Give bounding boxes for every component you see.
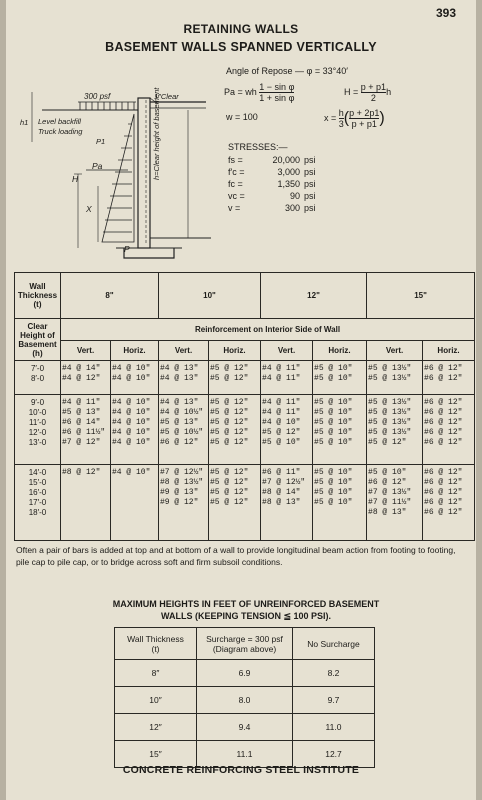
bar-spec: #7 @ 11½″ xyxy=(368,498,412,507)
H-lhs: H = xyxy=(344,86,359,97)
x-den: 3 xyxy=(338,119,344,129)
reinforcement-table xyxy=(14,272,475,541)
bar-spec: #5 @ 10″ xyxy=(314,418,353,427)
mh-cell: 8″ xyxy=(115,660,197,687)
mh-cell: 10″ xyxy=(115,687,197,714)
bar-cell xyxy=(423,465,475,541)
stress-row xyxy=(228,203,316,215)
H-fraction xyxy=(361,82,386,103)
stress-v: 3,000 xyxy=(277,167,300,177)
mh-row xyxy=(115,687,375,714)
height-value: 11′-0 xyxy=(29,418,46,427)
bar-spec: #4 @ 11″ xyxy=(262,374,301,383)
bar-spec: #6 @ 12″ xyxy=(424,418,463,427)
bar-spec: #5 @ 13½″ xyxy=(368,364,412,373)
bar-spec: #4 @ 13″ xyxy=(160,374,199,383)
stress-k: fc = xyxy=(228,179,243,189)
mh-cell: 12.7 xyxy=(293,741,375,768)
height-value: 13′-0 xyxy=(28,438,47,447)
bar-spec: #5 @ 10½″ xyxy=(160,428,204,437)
page-footer: CONCRETE REINFORCING STEEL INSTITUTE xyxy=(122,764,360,776)
bar-spec: #5 @ 13½″ xyxy=(368,408,412,417)
bar-spec: #8 @ 14″ xyxy=(262,488,301,497)
height-value: 16′-0 xyxy=(28,488,47,497)
bar-spec: #5 @ 12″ xyxy=(210,498,249,507)
bar-cell xyxy=(61,361,111,395)
stress-u: psi xyxy=(304,179,316,189)
bar-spec: #4 @ 10″ xyxy=(112,438,151,447)
bar-spec: #4 @ 10″ xyxy=(112,398,151,407)
bar-spec: #4 @ 13″ xyxy=(160,364,199,373)
bar-spec: #5 @ 12″ xyxy=(210,408,249,417)
bar-spec: #4 @ 11″ xyxy=(262,398,301,407)
table-row xyxy=(15,395,475,465)
bar-spec: #8 @ 13″ xyxy=(368,508,407,517)
bar-spec: #6 @ 12″ xyxy=(424,408,463,417)
stress-v: 300 xyxy=(284,203,300,213)
bar-spec: #4 @ 14″ xyxy=(62,364,101,373)
bar-spec: #6 @ 11½″ xyxy=(62,428,106,437)
bar-spec: #8 @ 13½″ xyxy=(160,478,204,487)
stresses-list xyxy=(228,155,316,215)
bar-spec: #4 @ 10″ xyxy=(112,408,151,417)
bar-spec: #6 @ 12″ xyxy=(424,468,463,477)
mh-cell: 8.0 xyxy=(197,687,293,714)
bar-spec: #6 @ 12″ xyxy=(424,364,463,373)
bar-spec: #4 @ 10″ xyxy=(112,428,151,437)
bar-spec: #4 @ 12″ xyxy=(62,374,101,383)
wall-thickness-header: Wall Thickness (t) xyxy=(15,273,61,319)
bar-spec: #8 @ 13″ xyxy=(262,498,301,507)
mh-col-surcharge: Surcharge = 300 psf (Diagram above) xyxy=(197,628,293,660)
bar-spec: #6 @ 11″ xyxy=(262,468,301,477)
bar-spec: #4 @ 10½″ xyxy=(160,408,204,417)
H-num: p + p1 xyxy=(360,82,387,92)
bar-cell xyxy=(423,395,475,465)
horiz-header: Horiz. xyxy=(209,341,261,361)
bar-cell xyxy=(261,465,313,541)
surcharge-arrows xyxy=(78,102,136,110)
angle-of-repose: Angle of Repose — φ = 33°40′ xyxy=(226,66,348,76)
page-number: 393 xyxy=(436,6,457,20)
bar-spec: #6 @ 12″ xyxy=(424,478,463,487)
bar-spec: #7 @ 12″ xyxy=(62,438,101,447)
pa-num: 1 − sin φ xyxy=(259,82,295,92)
pa-den: 1 + sin φ xyxy=(259,93,295,103)
vert-header: Vert. xyxy=(159,341,209,361)
bar-spec: #5 @ 10″ xyxy=(368,468,407,477)
bar-spec: #6 @ 12″ xyxy=(424,498,463,507)
bar-spec: #4 @ 11″ xyxy=(262,364,301,373)
mh-cell: 11.1 xyxy=(197,741,293,768)
bar-spec: #5 @ 13″ xyxy=(160,418,199,427)
height-value: 18′-0 xyxy=(28,508,47,517)
bar-spec: #4 @ 10″ xyxy=(262,418,301,427)
bar-spec: #9 @ 13″ xyxy=(160,488,199,497)
thickness-12: 12" xyxy=(261,273,367,319)
bar-spec: #5 @ 12″ xyxy=(210,398,249,407)
x-num: h xyxy=(338,108,344,118)
x-label: X xyxy=(86,204,92,214)
x-paren-den: p + p1 xyxy=(351,119,377,129)
level-backfill-label: Level backfill xyxy=(38,117,81,126)
stress-k: v = xyxy=(228,203,241,213)
thickness-15: 15" xyxy=(367,273,475,319)
stress-k: f′c = xyxy=(228,167,245,177)
bar-spec: #5 @ 10″ xyxy=(262,438,301,447)
bar-spec: #6 @ 12″ xyxy=(368,478,407,487)
bar-spec: #5 @ 12″ xyxy=(210,478,249,487)
clear-height-header: Clear Height of Basement (h) xyxy=(15,319,61,361)
bar-spec: #5 @ 10″ xyxy=(314,408,353,417)
wall-section-diagram xyxy=(6,62,221,262)
bar-spec: #6 @ 12″ xyxy=(424,488,463,497)
bar-spec: #5 @ 13½″ xyxy=(368,398,412,407)
bar-cell xyxy=(111,395,159,465)
stress-row xyxy=(228,179,316,191)
bar-cell xyxy=(367,395,423,465)
stress-row xyxy=(228,191,316,203)
bar-spec: #5 @ 12″ xyxy=(262,428,301,437)
bar-spec: #6 @ 12″ xyxy=(424,508,463,517)
bar-spec: #4 @ 10″ xyxy=(112,468,151,477)
max-heights-title: MAXIMUM HEIGHTS IN FEET OF UNREINFORCED BASEMENT WALLS (KEEPING TENSION ≦ 100 PSI). xyxy=(112,599,380,621)
bar-spec: #4 @ 10″ xyxy=(112,364,151,373)
bar-cell xyxy=(111,361,159,395)
vert-header: Vert. xyxy=(367,341,423,361)
bar-cell xyxy=(313,361,367,395)
stress-u: psi xyxy=(304,203,316,213)
x-formula: x = $\frac{h}{3}$ ( $\frac{p + 2p1}{p + p1}$ ) xyxy=(324,108,385,129)
bar-cell xyxy=(313,465,367,541)
clear-height-label: h=Clear height of basement xyxy=(152,87,161,180)
stress-u: psi xyxy=(304,167,316,177)
horiz-header: Horiz. xyxy=(313,341,367,361)
pa-label: Pa xyxy=(92,161,103,171)
bar-spec: #6 @ 14″ xyxy=(62,418,101,427)
stress-v: 20,000 xyxy=(272,155,300,165)
page-title: RETAINING WALLS xyxy=(183,22,299,36)
bar-cell xyxy=(209,361,261,395)
reinforcement-body xyxy=(15,361,475,541)
bar-spec: #8 @ 12″ xyxy=(62,468,101,477)
bar-spec: #5 @ 13½″ xyxy=(368,428,412,437)
bar-cell xyxy=(159,361,209,395)
mh-row xyxy=(115,660,375,687)
bar-spec: #5 @ 10″ xyxy=(314,374,353,383)
bar-spec: #5 @ 12″ xyxy=(210,468,249,477)
reinforcement-header: Reinforcement on Interior Side of Wall xyxy=(61,319,475,341)
bar-cell xyxy=(209,395,261,465)
bar-spec: #5 @ 10″ xyxy=(314,468,353,477)
bar-spec: #6 @ 12″ xyxy=(424,398,463,407)
height-cell xyxy=(15,465,61,541)
mh-cell: 9.7 xyxy=(293,687,375,714)
stress-k: fs = xyxy=(228,155,243,165)
p-label: P xyxy=(124,244,130,254)
height-value: 9′-0 xyxy=(30,398,45,407)
bar-spec: #5 @ 12″ xyxy=(210,488,249,497)
bar-spec: #4 @ 11″ xyxy=(262,408,301,417)
bar-spec: #5 @ 12″ xyxy=(368,438,407,447)
bar-spec: #5 @ 10″ xyxy=(314,488,353,497)
bar-cell xyxy=(111,465,159,541)
w-formula: w = 100 xyxy=(226,112,258,122)
x-lhs: x = xyxy=(324,112,337,123)
p1-label: P1 xyxy=(96,137,106,146)
height-value: 8′-0 xyxy=(30,374,45,383)
height-value: 15′-0 xyxy=(28,478,47,487)
bar-spec: #6 @ 12″ xyxy=(160,438,199,447)
H-formula xyxy=(344,82,391,103)
max-heights-table xyxy=(114,627,375,768)
bar-spec: #5 @ 13″ xyxy=(62,408,101,417)
stress-row xyxy=(228,167,316,179)
surcharge-label: 300 psf xyxy=(84,92,111,101)
bar-cell xyxy=(367,361,423,395)
note-paragraph: Often a pair of bars is added at top and at bottom of a wall to provide longitudinal beam action from footing to footing, pile cap to pile cap, or to bridge across soft and firm subsoil conditions. xyxy=(16,545,456,567)
x-paren-fraction xyxy=(349,108,379,129)
bar-spec: #4 @ 10″ xyxy=(112,418,151,427)
bar-cell xyxy=(367,465,423,541)
bar-spec: #6 @ 12″ xyxy=(424,428,463,437)
stress-v: 90 xyxy=(289,191,300,201)
pressure-triangle xyxy=(102,114,134,242)
H-label: H xyxy=(72,174,79,184)
bar-spec: #5 @ 10″ xyxy=(314,428,353,437)
mh-col-thickness: Wall Thickness (t) xyxy=(115,628,197,660)
horiz-header: Horiz. xyxy=(111,341,159,361)
mh-col-no-surcharge: No Surcharge xyxy=(293,628,375,660)
stress-u: psi xyxy=(304,191,316,201)
bar-spec: #5 @ 12″ xyxy=(210,418,249,427)
bar-spec: #5 @ 12″ xyxy=(210,374,249,383)
mh-row xyxy=(115,714,375,741)
pa-fraction xyxy=(259,82,294,103)
H-den: 2 xyxy=(370,93,376,103)
bar-spec: #5 @ 10″ xyxy=(314,438,353,447)
mh-cell: 15″ xyxy=(115,741,197,768)
table-row xyxy=(15,465,475,541)
stress-k: vc = xyxy=(228,191,245,201)
bar-spec: #7 @ 13½″ xyxy=(368,488,412,497)
bar-spec: #5 @ 10″ xyxy=(314,478,353,487)
height-value: 12′-0 xyxy=(28,428,47,437)
bar-spec: #7 @ 12½″ xyxy=(160,468,204,477)
bar-cell xyxy=(313,395,367,465)
vert-header: Vert. xyxy=(61,341,111,361)
vert-header: Vert. xyxy=(261,341,313,361)
H-tail: h xyxy=(386,86,392,97)
pa-lhs: Pa = wh xyxy=(224,86,257,97)
bar-cell xyxy=(261,361,313,395)
stress-row xyxy=(228,155,316,167)
height-value: 7′-0 xyxy=(30,364,45,373)
bar-spec: #4 @ 11″ xyxy=(62,398,101,407)
thickness-8: 8" xyxy=(61,273,159,319)
bar-spec: #5 @ 12″ xyxy=(210,364,249,373)
bar-spec: #5 @ 13½″ xyxy=(368,374,412,383)
height-value: 17′-0 xyxy=(28,498,47,507)
height-cell xyxy=(15,395,61,465)
wall-outline xyxy=(138,98,150,248)
bar-spec: #6 @ 12″ xyxy=(424,374,463,383)
horiz-header: Horiz. xyxy=(423,341,475,361)
height-value: 10′-0 xyxy=(28,408,47,417)
bar-cell xyxy=(61,465,111,541)
bar-cell xyxy=(159,465,209,541)
bar-spec: #5 @ 12″ xyxy=(210,438,249,447)
mh-cell: 9.4 xyxy=(197,714,293,741)
bar-spec: #5 @ 10″ xyxy=(314,364,353,373)
height-value: 14′-0 xyxy=(28,468,47,477)
bar-cell xyxy=(159,395,209,465)
bar-spec: #5 @ 10″ xyxy=(314,398,353,407)
bar-spec: #5 @ 12″ xyxy=(210,428,249,437)
bar-cell xyxy=(61,395,111,465)
bar-cell xyxy=(261,395,313,465)
stress-u: psi xyxy=(304,155,316,165)
height-cell xyxy=(15,361,61,395)
book-page xyxy=(6,0,476,800)
x-paren-num: p + 2p1 xyxy=(349,108,380,118)
mh-cell: 8.2 xyxy=(293,660,375,687)
page-subtitle: BASEMENT WALLS SPANNED VERTICALLY xyxy=(105,40,377,54)
mh-cell: 6.9 xyxy=(197,660,293,687)
mh-cell: 12″ xyxy=(115,714,197,741)
table-row xyxy=(15,361,475,395)
stress-v: 1,350 xyxy=(277,179,300,189)
stresses-heading: STRESSES:— xyxy=(228,142,288,152)
bar-cell xyxy=(423,361,475,395)
bar-spec: #4 @ 10″ xyxy=(112,374,151,383)
pa-formula xyxy=(224,82,294,103)
h1-label: h1 xyxy=(20,118,29,127)
bar-spec: #5 @ 13½″ xyxy=(368,418,412,427)
bar-cell xyxy=(209,465,261,541)
mh-cell: 11.0 xyxy=(293,714,375,741)
bar-spec: #9 @ 12″ xyxy=(160,498,199,507)
bar-spec: #4 @ 13″ xyxy=(160,398,199,407)
clear-label: 1"Clear xyxy=(154,92,179,101)
max-heights-body xyxy=(115,660,375,768)
truck-loading-label: Truck loading xyxy=(38,127,83,136)
bar-spec: #6 @ 12″ xyxy=(424,438,463,447)
bar-spec: #5 @ 10″ xyxy=(314,498,353,507)
thickness-10: 10" xyxy=(159,273,261,319)
bar-spec: #7 @ 12½″ xyxy=(262,478,306,487)
